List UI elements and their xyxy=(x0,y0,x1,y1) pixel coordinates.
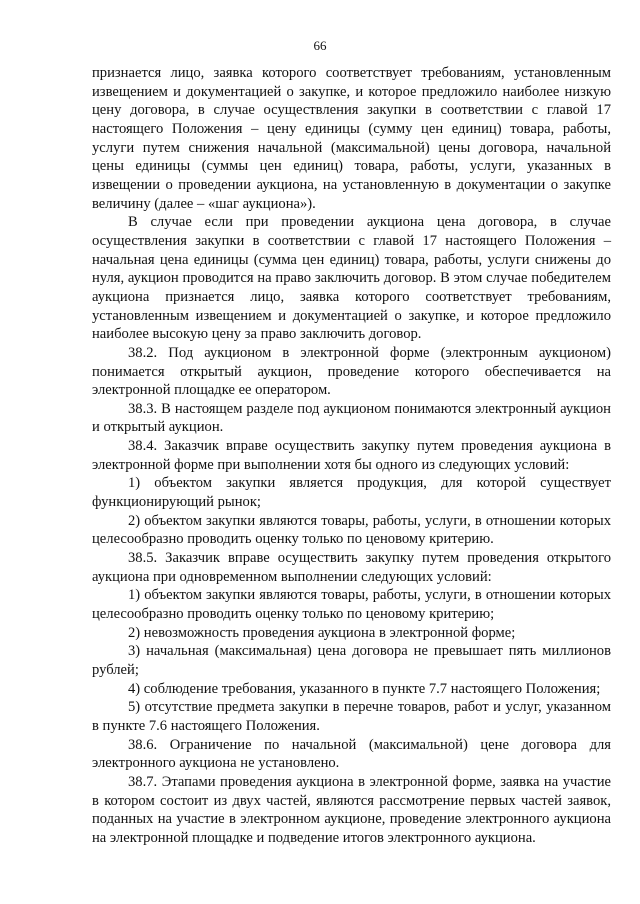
list-item-38-5-3: 3) начальная (максимальная) цена договора не превышает пять миллионов рублей; xyxy=(92,643,611,678)
list-item-38-4-1: 1) объектом закупки является продукция, для которой существует функционирующий рынок; xyxy=(92,475,611,511)
paragraph-continuation: признается лицо, заявка которого соответствует требованиям, установленным извещением и документацией о закупке, и которое предложило наиболее низкую цену договора, в случае осуществления закупки в соответствии с главой 17 настоящего Положения – цену единицы (сумму цен единиц) товара, работы, услуги путем снижения начальной (максимальной) цены договора, начальной цены единицы (суммы цен единиц) товара, работы, услуги, указанных в извещении о проведении аукциона, на установленную в документации о закупке величину (далее – «шаг аукциона»). xyxy=(92,65,611,212)
page-number: 66 xyxy=(313,38,327,53)
paragraph-38-6: 38.6. Ограничение по начальной (максимальной) цене договора для электронного аукциона не установлено. xyxy=(92,736,611,772)
paragraph-38-7: 38.7. Этапами проведения аукциона в электронной форме, заявка на участие в котором состоит из двух частей, являются рассмотрение первых частей заявок, поданных на участие в электронном аукционе, проведение электронного аукциона на электронной площадке и подведение итогов электронного аукциона. xyxy=(92,773,611,846)
paragraph-38-4: 38.4. Заказчик вправе осуществить закупку путем проведения аукциона в электронной форме при выполнении хотя бы одного из следующих условий: xyxy=(92,438,611,473)
list-item-38-5-2: 2) невозможность проведения аукциона в электронной форме; xyxy=(128,624,516,641)
paragraph-38-3: 38.3. В настоящем разделе под аукционом понимаются электронный аукцион и открытый аукцион. xyxy=(92,400,611,436)
document-body xyxy=(92,64,611,848)
list-item-38-4-2: 2) объектом закупки являются товары, работы, услуги, в отношении которых целесообразно проводить оценку только по ценовому критерию. xyxy=(92,512,611,548)
paragraph-38-5: 38.5. Заказчик вправе осуществить закупку путем проведения открытого аукциона при одновременном выполнении следующих условий: xyxy=(92,550,611,585)
paragraph-zero-price-case: В случае если при проведении аукциона цена договора, в случае осуществления закупки в соответствии с главой 17 настоящего Положения – начальная цена единицы (сумма цен единиц) товара, работы, услуги снижены до нуля, аукцион проводится на право заключить договор. В этом случае победителем аукциона признается лицо, заявка которого соответствует требованиям, установленным извещением и документацией о закупке, и которое предложило наиболее высокую цену за право заключить договор. xyxy=(92,214,611,343)
list-item-38-5-5: 5) отсутствие предмета закупки в перечне товаров, работ и услуг, указанном в пункте 7.6 настоящего Положения. xyxy=(92,699,611,734)
list-item-38-5-4: 4) соблюдение требования, указанного в пункте 7.7 настоящего Положения; xyxy=(128,680,601,697)
paragraph-38-2: 38.2. Под аукционом в электронной форме (электронным аукционом) понимается открытый аукцион, проведение которого обеспечивается на электронной площадке ее оператором. xyxy=(92,344,611,399)
list-item-38-5-1: 1) объектом закупки являются товары, работы, услуги, в отношении которых целесообразно проводить оценку только по ценовому критерию; xyxy=(92,587,611,623)
